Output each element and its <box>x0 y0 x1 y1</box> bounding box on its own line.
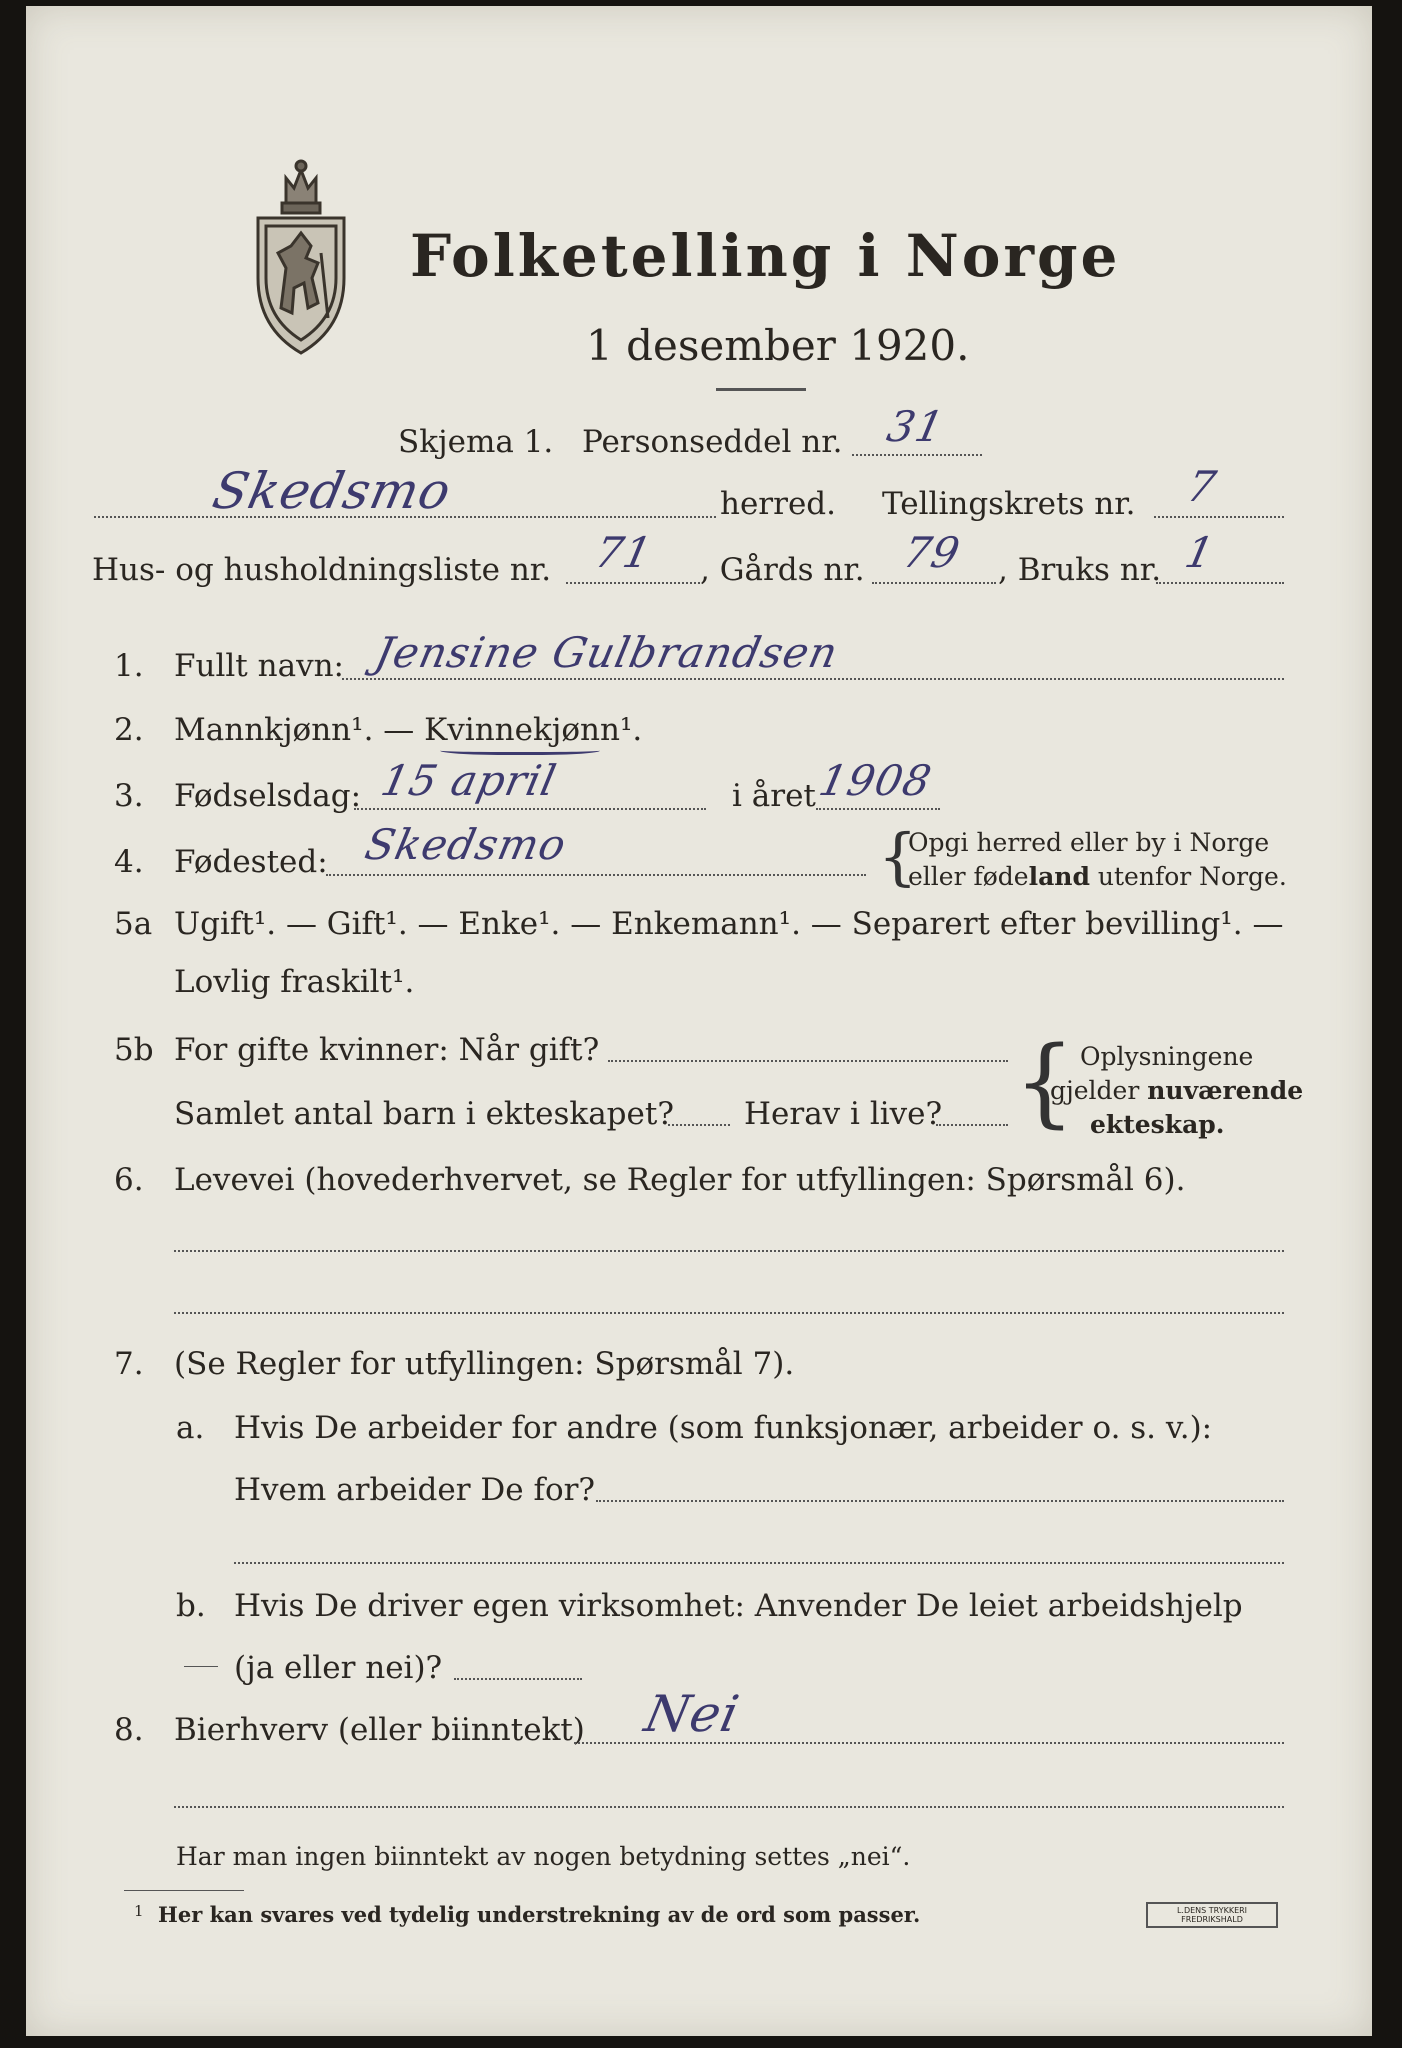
q3-year-value[interactable]: 1908 <box>814 756 937 805</box>
tellingskrets-line <box>1154 516 1284 518</box>
tellingskrets-value[interactable]: 7 <box>1182 462 1222 511</box>
skjema-label: Skjema 1. <box>398 424 554 460</box>
title-rule <box>716 388 806 391</box>
hus-line <box>566 582 700 584</box>
bruks-line <box>1156 582 1284 584</box>
q7b-line2: (ja eller nei)? <box>234 1650 443 1686</box>
hus-value[interactable]: 71 <box>590 528 657 577</box>
q5b-brace: { <box>1014 1026 1076 1138</box>
q5a-line1: Ugift¹. — Gift¹. — Enke¹. — Enkemann¹. — Separert efter bevilling¹. — <box>174 906 1284 942</box>
q5b-number: 5b <box>114 1032 154 1068</box>
personseddel-value[interactable]: 31 <box>882 402 949 451</box>
gaards-label: , Gårds nr. <box>700 552 865 588</box>
q7a-line1: Hvis De arbeider for andre (som funksjonær, arbeider o. s. v.): <box>234 1410 1213 1446</box>
q4-note-line2-bold: land <box>1028 862 1090 891</box>
q6-line1 <box>174 1250 1284 1252</box>
q2-underline-mark <box>440 744 600 755</box>
q5b-note2 <box>1050 1076 1303 1106</box>
census-form-page <box>26 6 1372 2036</box>
q5b-line2a-dots <box>668 1124 730 1126</box>
q4-line <box>326 874 866 876</box>
q8-value[interactable]: Nei <box>639 1685 745 1743</box>
personseddel-label: Personseddel nr. <box>582 424 843 460</box>
q5a-line2: Lovlig fraskilt¹. <box>174 964 415 1000</box>
footnote-text: Her kan svares ved tydelig understrekning av de ord som passer. <box>158 1902 921 1927</box>
q6-line2 <box>174 1312 1284 1314</box>
q8-number: 8. <box>114 1712 144 1748</box>
q7-number: 7. <box>114 1346 144 1382</box>
q3-value[interactable]: 15 april <box>376 756 561 805</box>
q1-number: 1. <box>114 648 144 684</box>
q7a-letter: a. <box>176 1410 205 1446</box>
q6-number: 6. <box>114 1162 144 1198</box>
q3-year-label: i året <box>732 778 816 814</box>
q4-note-line2-pre: eller føde <box>908 862 1029 891</box>
tellingskrets-label: Tellingskrets nr. <box>882 486 1136 522</box>
bruks-value[interactable]: 1 <box>1180 528 1220 577</box>
q4-label: Fødested: <box>174 844 328 880</box>
q4-value[interactable]: Skedsmo <box>360 820 571 869</box>
q4-note-line2 <box>908 862 1287 892</box>
q8-line2 <box>174 1806 1284 1808</box>
q7b-line1: Hvis De driver egen virksomhet: Anvender De leiet arbeidshjelp <box>234 1588 1243 1624</box>
footer-note: Har man ingen biinntekt av nogen betydning settes „nei“. <box>176 1842 911 1871</box>
q7a-line2: Hvem arbeider De for? <box>234 1472 596 1508</box>
q1-value[interactable]: Jensine Gulbrandsen <box>370 628 843 677</box>
census-date: 1 desember 1920. <box>586 321 970 370</box>
norwegian-coat-of-arms-icon <box>246 158 356 358</box>
q1-line <box>342 678 1284 680</box>
form-title: Folketelling i Norge <box>410 222 1121 290</box>
q4-note-line2-post: utenfor Norge. <box>1089 862 1287 891</box>
q5b-note3: ekteskap. <box>1090 1110 1225 1139</box>
herred-value[interactable]: Skedsmo <box>207 462 457 520</box>
q3-line <box>354 808 706 810</box>
q2-number: 2. <box>114 712 144 748</box>
q8-label: Bierhverv (eller biinntekt) <box>174 1712 585 1748</box>
footnote-mark: 1 <box>134 1902 144 1920</box>
bruks-label: , Bruks nr. <box>998 552 1162 588</box>
q5b-line2b: Herav i live? <box>744 1096 943 1132</box>
herred-label: herred. <box>720 486 836 522</box>
q7b-dash-mark <box>184 1666 218 1667</box>
q2-label: Mannkjønn¹. — Kvinnekjønn¹. <box>174 712 643 748</box>
hus-label: Hus- og husholdningsliste nr. <box>92 552 552 588</box>
q7a-line2-dots <box>596 1500 1284 1502</box>
q5b-note2-bold: nuværende <box>1147 1076 1304 1105</box>
q7b-line2-dots <box>454 1678 582 1680</box>
q4-number: 4. <box>114 844 144 880</box>
printer-stamp-text: L.DENS TRYKKERI FREDRIKSHALD <box>1176 1906 1248 1924</box>
q3-label: Fødselsdag: <box>174 778 362 814</box>
q5b-note2-pre: gjelder <box>1050 1076 1148 1105</box>
footnote-rule <box>124 1890 244 1891</box>
q5b-note1: Oplysningene <box>1080 1042 1254 1071</box>
q7b-letter: b. <box>176 1588 206 1624</box>
q1-label: Fullt navn: <box>174 648 344 684</box>
personseddel-line <box>852 454 982 456</box>
q6-label: Levevei (hovederhvervet, se Regler for utfyllingen: Spørsmål 6). <box>174 1162 1186 1198</box>
q4-brace: { <box>878 820 918 893</box>
q5a-number: 5a <box>114 906 153 942</box>
q3-number: 3. <box>114 778 144 814</box>
gaards-value[interactable]: 79 <box>898 528 965 577</box>
q5b-line2b-dots <box>936 1124 1008 1126</box>
printer-stamp <box>1146 1902 1278 1928</box>
q5b-line1: For gifte kvinner: Når gift? <box>174 1032 600 1068</box>
gaards-line <box>872 582 996 584</box>
q3-year-line <box>816 808 940 810</box>
q4-note-line1: Opgi herred eller by i Norge <box>908 828 1270 857</box>
q7a-line3 <box>234 1562 1284 1564</box>
q7-label: (Se Regler for utfyllingen: Spørsmål 7). <box>174 1346 795 1382</box>
q5b-line1-dots <box>608 1060 1008 1062</box>
q5b-line2a: Samlet antal barn i ekteskapet? <box>174 1096 674 1132</box>
